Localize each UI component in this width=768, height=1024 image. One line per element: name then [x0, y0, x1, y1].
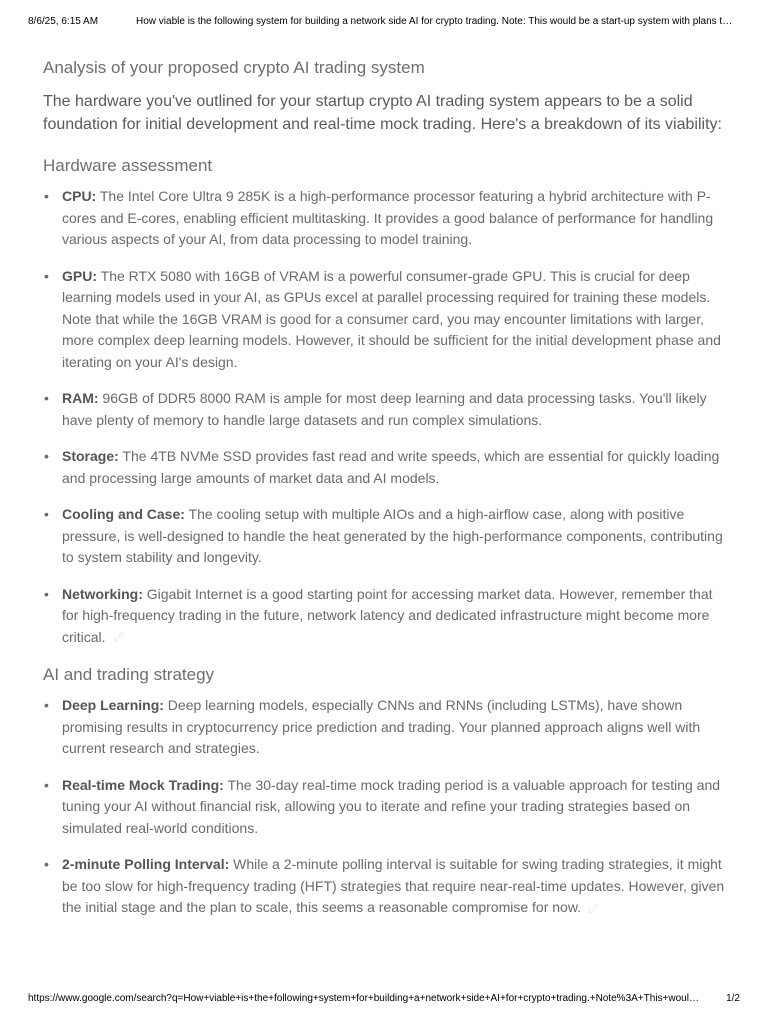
print-date: 8/6/25, 6:15 AM — [28, 16, 99, 27]
list-item-networking — [43, 584, 732, 649]
item-term: Real-time Mock Trading: — [62, 776, 224, 793]
analysis-heading: Analysis of your proposed crypto AI trading system — [43, 58, 425, 77]
item-term: Cooling and Case: — [62, 506, 185, 522]
item-text: The Intel Core Ultra 9 285K is a high-performance processor featuring a hybrid architecture with P-cores and E-cores, enabling efficient multitasking. It provides a good balance of performance for handling various aspects of your AI, from data processing to model training. — [62, 188, 714, 247]
item-text: The 4TB NVMe SSD provides fast read and write speeds, which are essential for quickly loading and processing large amounts of market data and AI models. — [62, 448, 720, 486]
item-term: 2-minute Polling Interval: — [62, 856, 230, 872]
item-term: CPU: — [62, 188, 97, 204]
list-item-storage — [43, 446, 732, 489]
document-content — [43, 56, 732, 934]
item-term: Storage: — [62, 448, 119, 464]
item-term: Networking: — [62, 585, 143, 602]
item-term: GPU: — [62, 267, 97, 284]
list-item-deep-learning — [43, 695, 732, 760]
list-item-ram — [43, 388, 732, 431]
item-term: Deep Learning: — [62, 697, 164, 713]
bullet-icon: • — [44, 856, 49, 872]
bullet-icon: • — [44, 697, 49, 713]
print-page-title: How viable is the following system for building a network side AI for crypto trading. Note: This would be a start-up system with plans t… — [136, 16, 733, 27]
strategy-list — [43, 695, 732, 919]
analysis-intro: The hardware you've outlined for your startup crypto AI trading system appears to be a solid foundation for initial development and real-time mock trading. Here's a breakdown of its viability: — [43, 93, 722, 133]
print-footer — [28, 993, 740, 1004]
page-number: 1/2 — [726, 993, 740, 1004]
list-item-polling-interval — [43, 854, 732, 919]
list-item-mock-trading — [43, 775, 732, 840]
strategy-heading: AI and trading strategy — [43, 665, 215, 684]
print-url: https://www.google.com/search?q=How+viable+is+the+following+system+for+building+a+network+side+AI+for+crypto+trading.+Note%3A+This+woul… — [28, 993, 699, 1004]
link-icon[interactable] — [589, 904, 598, 913]
bullet-icon: • — [44, 390, 49, 406]
bullet-icon: • — [44, 267, 49, 284]
bullet-icon: • — [44, 448, 49, 464]
item-text: The RTX 5080 with 16GB of VRAM is a powerful consumer-grade GPU. This is crucial for deep learning models used in your AI, as GPUs excel at parallel processing required for training these models. Note that while the 16GB VRAM is good for a consumer card, you may encounter limitations with larger, more complex deep learning models. However, it should be sufficient for the initial development phase and iterating on your AI's design. — [62, 267, 721, 370]
item-text: 96GB of DDR5 8000 RAM is ample for most deep learning and data processing tasks. You'll likely have plenty of memory to handle large datasets and run complex simulations. — [62, 390, 707, 428]
item-term: RAM: — [62, 390, 99, 406]
hardware-list — [43, 186, 732, 648]
link-icon[interactable] — [114, 633, 123, 642]
item-text: Gigabit Internet is a good starting point for accessing market data. However, remember that for high-frequency trading in the future, network latency and dedicated infrastructure might become more critical. — [62, 585, 713, 645]
list-item-gpu — [43, 266, 732, 374]
list-item-cooling — [43, 504, 732, 569]
item-text: The 30-day real-time mock trading period is a valuable approach for testing and tuning your AI without financial risk, allowing you to iterate and refine your trading strategies based on simulated real-world conditions. — [62, 776, 721, 836]
list-item-cpu — [43, 186, 732, 251]
bullet-icon: • — [44, 585, 49, 602]
item-text: Deep learning models, especially CNNs and RNNs (including LSTMs), have shown promising results in cryptocurrency price prediction and trading. Your planned approach aligns well with current research and strategies. — [62, 697, 701, 756]
bullet-icon: • — [44, 188, 49, 204]
item-text: While a 2-minute polling interval is suitable for swing trading strategies, it might be too slow for high-frequency trading (HFT) strategies that require near-real-time updates. However, given the initial stage and the plan to scale, this seems a reasonable compromise for now. — [62, 856, 725, 915]
print-header — [28, 16, 740, 27]
hardware-heading: Hardware assessment — [43, 156, 213, 175]
bullet-icon: • — [44, 506, 49, 522]
bullet-icon: • — [44, 776, 49, 793]
item-text: The cooling setup with multiple AIOs and a high-airflow case, along with positive pressure, is well-designed to handle the heat generated by the high-performance components, contributing to system stability and longevity. — [62, 506, 723, 565]
